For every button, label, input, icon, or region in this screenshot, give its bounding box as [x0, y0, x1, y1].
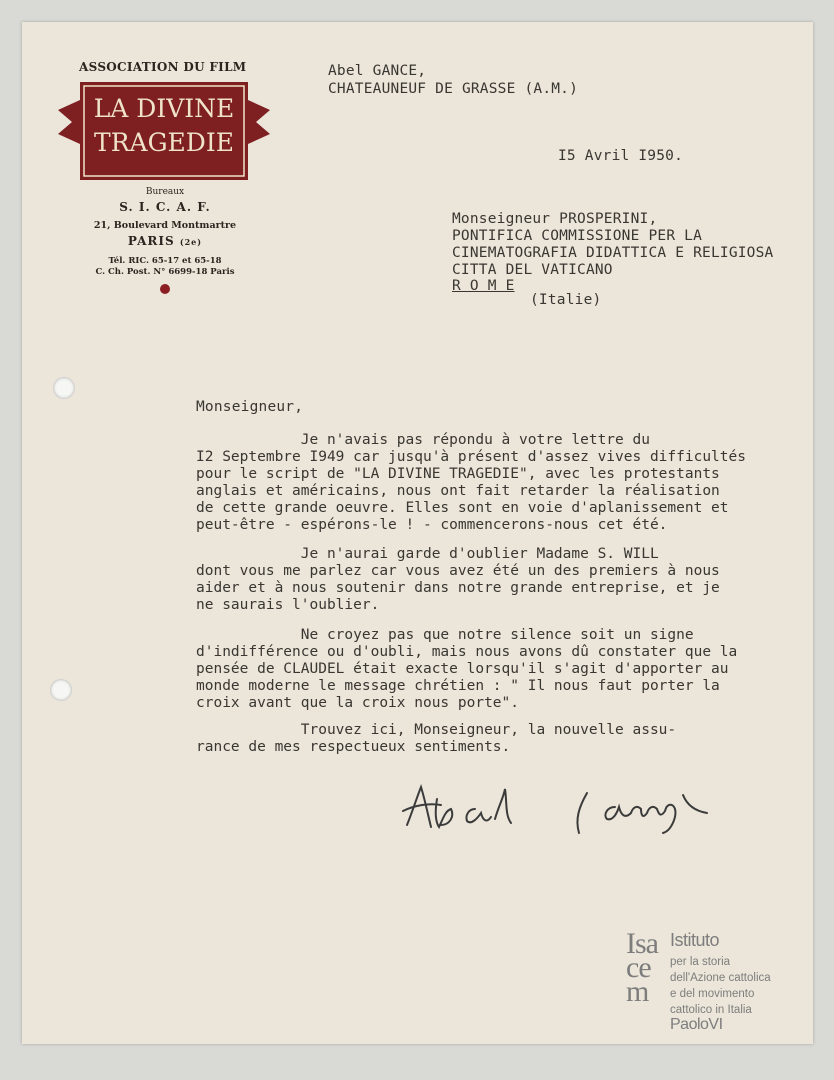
sender-address: CHATEAUNEUF DE GRASSE (A.M.) — [328, 81, 579, 97]
arrondissement: (2e) — [179, 237, 203, 247]
paragraph-1 — [196, 432, 786, 534]
film-logo — [58, 82, 270, 180]
paragraph-line: de cette grande oeuvre. Elles sont en voie d'aplanissement et — [196, 500, 729, 516]
bureaux-label: Bureaux — [145, 187, 185, 197]
isacem-monogram: Isacem — [626, 927, 658, 1008]
paragraph-line: Je n'avais pas répondu à votre lettre du — [196, 432, 650, 448]
paragraph-2 — [196, 546, 786, 614]
logo-line-2: TRAGEDIE — [94, 128, 234, 157]
paragraph-line: Ne croyez pas que notre silence soit un signe — [196, 627, 694, 643]
paragraph-line: rance de mes respectueux sentiments. — [196, 739, 511, 755]
postal-account: C. Ch. Post. N° 6699-18 Paris — [95, 267, 235, 277]
punch-hole — [53, 377, 75, 399]
sender-name: Abel GANCE, — [328, 63, 427, 79]
paragraph-line: I2 Septembre I949 car jusqu'à présent d'assez vives difficultés — [196, 449, 746, 465]
paragraph-line: pensée de CLAUDEL était exacte lorsqu'il s'agit d'apporter au — [196, 661, 729, 677]
city-line — [55, 234, 275, 248]
paragraph-line: croix avant que la croix nous porte". — [196, 695, 520, 711]
punch-hole — [50, 679, 72, 701]
association-name: ASSOCIATION DU FILM — [79, 60, 247, 74]
paragraph-line: monde moderne le message chrétien : " Il nous faut porter la — [196, 678, 720, 694]
paragraph-line: Je n'aurai garde d'oublier Madame S. WILL — [196, 546, 659, 562]
paragraph-3 — [196, 627, 786, 712]
recipient-line-2: PONTIFICA COMMISSIONE PER LA — [452, 228, 703, 244]
stamp-line-5: cattolico in Italia — [670, 1004, 752, 1016]
logo-line-1: LA DIVINE — [93, 94, 235, 123]
stamp-line-4: e del movimento — [670, 988, 755, 1000]
company-name: S. I. C. A. F. — [119, 200, 211, 214]
paragraph-4 — [196, 722, 786, 756]
paragraph-line: pour le script de "LA DIVINE TRAGEDIE", avec les protestants — [196, 466, 720, 482]
stamp-line-1: Istituto — [670, 930, 720, 950]
stamp-line-6: PaoloVI — [670, 1016, 723, 1033]
phone-number: Tél. RIC. 65-17 et 65-18 — [108, 256, 222, 266]
handwritten-signature — [395, 775, 725, 845]
stamp-line-2: per la storia — [670, 956, 731, 968]
recipient-city: R O M E — [452, 278, 515, 294]
paragraph-line: d'indifférence ou d'oubli, mais nous avons dû constater que la — [196, 644, 738, 660]
stamp-text-block — [670, 954, 771, 1018]
paragraph-line: dont vous me parlez car vous avez été un des premiers à nous — [196, 563, 720, 579]
paragraph-line: aider et à nous soutenir dans notre grande entreprise, et je — [196, 580, 720, 596]
paragraph-line: Trouvez ici, Monseigneur, la nouvelle assu- — [196, 722, 677, 738]
letter-date: I5 Avril I950. — [558, 148, 684, 164]
recipient-country: (Italie) — [530, 292, 602, 308]
institute-logo — [608, 928, 788, 1038]
red-dot — [160, 284, 170, 294]
paragraph-line: anglais et américains, nous ont fait retarder la réalisation — [196, 483, 720, 499]
paragraph-line: ne saurais l'oublier. — [196, 597, 380, 613]
salutation: Monseigneur, — [196, 399, 304, 415]
recipient-line-3: CINEMATOGRAFIA DIDATTICA E RELIGIOSA — [452, 245, 774, 261]
stamp-line-3: dell'Azione cattolica — [670, 972, 771, 984]
paragraph-line: peut-être - espérons-le ! - commencerons-nous cet été. — [196, 517, 668, 533]
recipient-line-4: CITTA DEL VATICANO — [452, 262, 613, 278]
city: PARIS — [127, 234, 175, 248]
street-address: 21, Boulevard Montmartre — [93, 220, 237, 231]
recipient-line-1: Monseigneur PROSPERINI, — [452, 211, 658, 227]
